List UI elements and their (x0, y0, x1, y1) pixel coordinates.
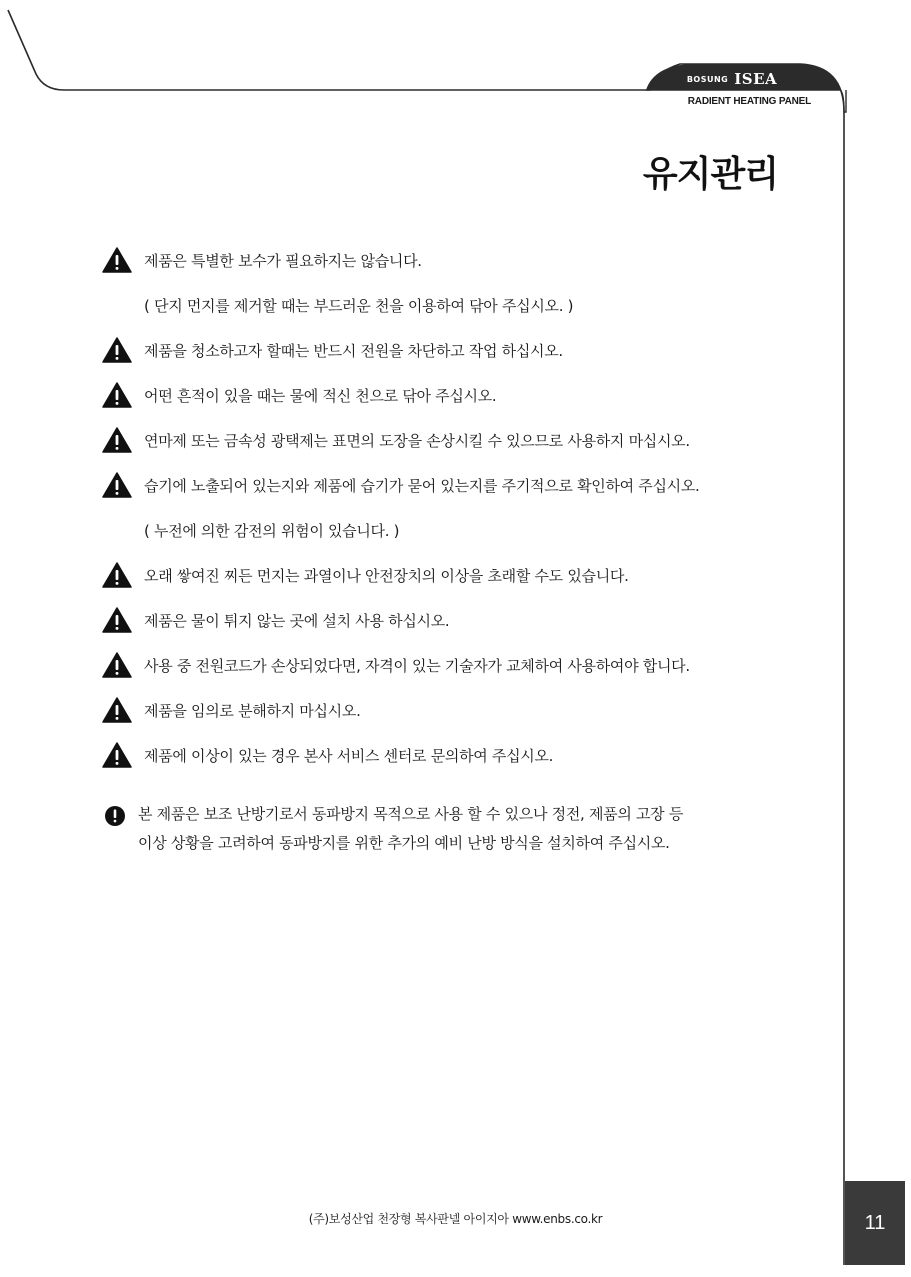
list-item-text: 습기에 노출되어 있는지와 제품에 습기가 묻어 있는지를 주기적으로 확인하여 주십시오. (144, 476, 700, 495)
list-item-text: 연마제 또는 금속성 광택제는 표면의 도장을 손상시킬 수 있으므로 사용하지 마십시오. (144, 431, 690, 450)
warning-icon (102, 336, 132, 364)
final-notice-text (138, 800, 683, 858)
list-item-text: 제품에 이상이 있는 경우 본사 서비스 센터로 문의하여 주십시오. (144, 746, 554, 765)
list-item (102, 694, 822, 726)
list-item (102, 514, 822, 546)
list-item-text: 오래 쌓여진 찌든 먼지는 과열이나 안전장치의 이상을 초래할 수도 있습니다. (144, 566, 629, 585)
maintenance-list (102, 244, 822, 784)
warning-icon (102, 696, 132, 724)
list-item (102, 379, 822, 411)
brand-logo-text: ISEA (734, 70, 778, 88)
warning-icon (102, 651, 132, 679)
list-item (102, 244, 822, 276)
list-item (102, 289, 822, 321)
brand-small-label: BOSUNG (686, 74, 729, 84)
list-item-text: 제품은 특별한 보수가 필요하지는 않습니다. (144, 251, 422, 270)
warning-icon (102, 426, 132, 454)
header-subtitle: RADIENT HEATING PANEL (687, 96, 811, 107)
list-item (102, 334, 822, 366)
final-notice-line-1: 본 제품은 보조 난방기로서 동파방지 목적으로 사용 할 수 있으나 정전, 제품의 고장 등 (138, 805, 684, 823)
list-item (102, 739, 822, 771)
footer-text: (주)보성산업 천장형 복사판넬 아이지아 www.enbs.co.kr (308, 1212, 603, 1226)
warning-icon (102, 381, 132, 409)
warning-icon (102, 246, 132, 274)
list-item (102, 424, 822, 456)
page-number-tab (845, 1181, 905, 1265)
list-item (102, 469, 822, 501)
warning-icon (102, 471, 132, 499)
exclamation-circle-icon (104, 805, 126, 827)
list-item (102, 604, 822, 636)
list-item-text: 제품을 청소하고자 할때는 반드시 전원을 차단하고 작업 하십시오. (144, 341, 563, 360)
warning-icon (102, 561, 132, 589)
list-item (102, 559, 822, 591)
final-notice (104, 804, 824, 858)
list-item-text: ( 단지 먼지를 제거할 때는 부드러운 천을 이용하여 닦아 주십시오. ) (144, 296, 574, 315)
warning-icon (102, 741, 132, 769)
final-notice-line-2: 이상 상황을 고려하여 동파방지를 위한 추가의 예비 난방 방식을 설치하여 주십시오. (138, 834, 670, 852)
list-item-text: 어떤 흔적이 있을 때는 물에 적신 천으로 닦아 주십시오. (144, 386, 497, 405)
list-item-text: 사용 중 전원코드가 손상되었다면, 자격이 있는 기술자가 교체하여 사용하여야 합니다. (144, 656, 690, 675)
list-item (102, 649, 822, 681)
page-title: 유지관리 (642, 154, 778, 195)
page-number: 11 (864, 1211, 886, 1234)
list-item-text: 제품을 임의로 분해하지 마십시오. (144, 701, 361, 720)
list-item-text: ( 누전에 의한 감전의 위험이 있습니다. ) (144, 521, 400, 540)
warning-icon (102, 606, 132, 634)
brand-logo (662, 68, 802, 90)
list-item-text: 제품은 물이 튀지 않는 곳에 설치 사용 하십시오. (144, 611, 450, 630)
